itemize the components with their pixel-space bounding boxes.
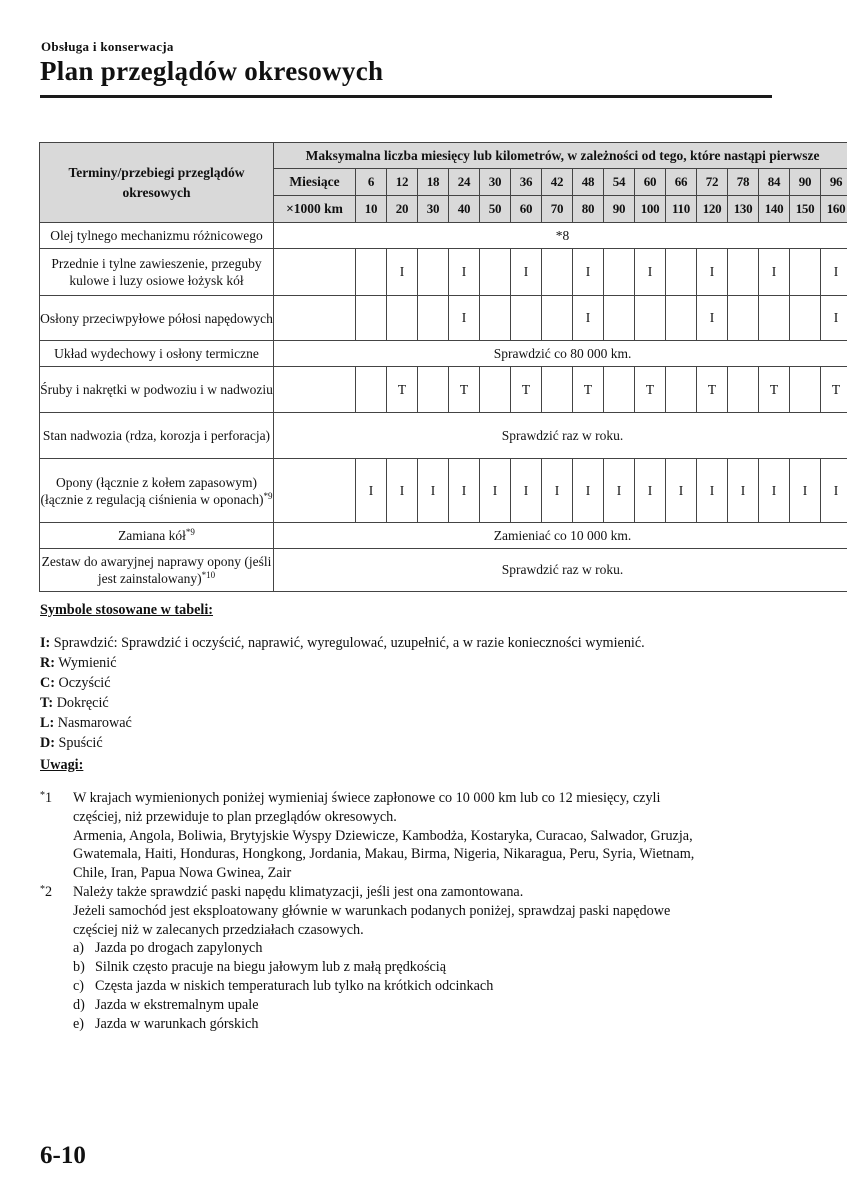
mark-cell (666, 367, 697, 413)
km-header-cell: 90 (604, 196, 635, 223)
interval-text: Sprawdzić co 80 000 km. (274, 341, 847, 367)
mark-cell: T (635, 367, 666, 413)
item-label-text: Olej tylnego mechanizmu różnicowego (50, 228, 263, 243)
item-label-text: Śruby i nakrętki w podwoziu i w nadwoziu (40, 382, 273, 397)
item-label-text: Przednie i tylne zawieszenie, przeguby kulowe i luzy osiowe łożysk kół (51, 256, 262, 288)
note-line: Jeżeli samochód jest eksploatowany głównie w warunkach podanych poniżej, sprawdzaj paski napędowe (73, 902, 671, 919)
mark-cell (418, 296, 449, 341)
footnote-ref: *9 (185, 527, 195, 537)
note-line: Należy także sprawdzić paski napędu klimatyzacji, jeśli jest ona zamontowana. (73, 883, 524, 900)
km-header-cell: 70 (542, 196, 573, 223)
km-header-cell: 20 (387, 196, 418, 223)
subitem-letter: b) (73, 959, 85, 976)
table-row (40, 341, 847, 367)
note-line: Armenia, Angola, Boliwia, Brytyjskie Wyspy Dziewicze, Kambodża, Kostaryka, Curacao, Salwador, Gruzja, (73, 827, 693, 844)
item-label-text: Stan nadwozia (rdza, korozja i perforacja) (42, 428, 271, 443)
note-line: Gwatemala, Haiti, Honduras, Hongkong, Jordania, Makau, Birma, Nigeria, Nikaragua, Peru, Syria, Wietnam, (73, 846, 695, 863)
legend-text: Nasmarować (57, 715, 132, 731)
mark-cell (666, 296, 697, 341)
mark-cell (790, 367, 821, 413)
row-item-label (40, 367, 274, 413)
title-divider (40, 95, 772, 98)
mark-cell (511, 296, 542, 341)
mark-cell: I (821, 249, 847, 296)
note-star: * (40, 790, 45, 801)
mark-cell (728, 249, 759, 296)
item-label-text: Osłony przeciwpyłowe półosi napędowych (40, 310, 273, 326)
mark-cell (418, 249, 449, 296)
mark-cell (666, 249, 697, 296)
legend-key: D: (40, 735, 55, 751)
legend (40, 600, 780, 753)
months-header-cell: 96 (821, 169, 847, 196)
mark-cell: I (449, 249, 480, 296)
legend-key: C: (40, 675, 55, 691)
legend-item (40, 633, 780, 653)
mark-cell (418, 367, 449, 413)
interval-text: *8 (274, 223, 847, 249)
row-item-label (40, 459, 274, 523)
notes-list (40, 789, 780, 1033)
page-number: 6-10 (40, 1142, 86, 1169)
subitem-letter: a) (73, 940, 85, 957)
mark-cell: I (356, 459, 387, 523)
mark-cell (480, 296, 511, 341)
months-header-cell: 60 (635, 169, 666, 196)
table-row (40, 459, 847, 523)
mark-cell: I (728, 459, 759, 523)
legend-item (40, 673, 780, 693)
mark-cell: I (573, 249, 604, 296)
km-header-cell: 30 (418, 196, 449, 223)
item-column-header: Terminy/przebiegi przeglądów okresowych (40, 143, 274, 223)
km-header-cell: 10 (356, 196, 387, 223)
mark-cell: I (573, 296, 604, 341)
months-header-cell: 6 (356, 169, 387, 196)
note-line: częściej niż w zalecanych przedziałach czasowych. (73, 921, 364, 938)
mark-cell (542, 367, 573, 413)
mark-cell: I (821, 459, 847, 523)
km-header-cell: 130 (728, 196, 759, 223)
mark-cell (542, 296, 573, 341)
item-label-text: Układ wydechowy i osłony termiczne (54, 346, 259, 361)
mark-cell (356, 296, 387, 341)
mark-cell: I (759, 249, 790, 296)
note-subitem (73, 996, 780, 1015)
legend-key: T: (40, 695, 54, 711)
km-header-cell: 50 (480, 196, 511, 223)
footnote-ref: *10 (201, 570, 216, 580)
interval-text: Sprawdzić raz w roku. (274, 413, 847, 459)
note-subitem (73, 958, 780, 977)
months-header-cell: 90 (790, 169, 821, 196)
legend-key: R: (40, 655, 55, 671)
table-row (40, 523, 847, 549)
months-header-cell: 24 (449, 169, 480, 196)
mark-cell: I (759, 459, 790, 523)
months-header-cell: 30 (480, 169, 511, 196)
note-subitem (73, 977, 780, 996)
mark-cell: I (697, 249, 728, 296)
blank-cell (274, 459, 356, 523)
table-row (40, 296, 847, 341)
months-header-cell: 48 (573, 169, 604, 196)
mark-cell: T (449, 367, 480, 413)
mark-cell (728, 296, 759, 341)
notes-heading: Uwagi: (40, 757, 84, 773)
item-label-text: Opony (łącznie z kołem zapasowym) (łącznie z regulacją ciśnienia w oponach) (40, 474, 264, 507)
note-item (40, 789, 780, 883)
mark-cell: I (387, 249, 418, 296)
table-row (40, 367, 847, 413)
km-header-cell: 80 (573, 196, 604, 223)
mark-cell (604, 249, 635, 296)
row-item-label (40, 249, 274, 296)
note-line: Chile, Iran, Papua Nowa Gwinea, Zair (73, 865, 292, 882)
mark-cell (790, 249, 821, 296)
legend-heading: Symbole stosowane w tabeli: (40, 602, 214, 618)
row-item-label (40, 523, 274, 549)
mark-cell: I (449, 459, 480, 523)
note-number: 1 (45, 790, 53, 806)
mark-cell: I (573, 459, 604, 523)
subitem-letter: e) (73, 1015, 85, 1032)
mark-cell: I (604, 459, 635, 523)
mark-cell: T (821, 367, 847, 413)
mark-cell (635, 296, 666, 341)
mark-cell (759, 296, 790, 341)
note-marker (40, 789, 52, 808)
interval-span-header: Maksymalna liczba miesięcy lub kilometrów, w zależności od tego, które nastąpi pierwsze (274, 143, 847, 169)
months-header-cell: 54 (604, 169, 635, 196)
note-number: 2 (45, 883, 53, 900)
subitem-text: Silnik często pracuje na biegu jałowym lub z małą prędkością (95, 959, 447, 976)
mark-cell (604, 296, 635, 341)
legend-item (40, 653, 780, 673)
legend-text: Oczyścić (58, 675, 111, 691)
mark-cell: I (449, 296, 480, 341)
note-marker (40, 883, 52, 902)
mark-cell (728, 367, 759, 413)
row-item-label (40, 223, 274, 249)
months-row-label: Miesiące (274, 169, 356, 196)
legend-text: Wymienić (58, 655, 117, 671)
page-title: Plan przeglądów okresowych (40, 56, 384, 86)
legend-key: L: (40, 715, 55, 731)
mark-cell: T (573, 367, 604, 413)
mark-cell (356, 367, 387, 413)
mark-cell: T (759, 367, 790, 413)
km-header-cell: 40 (449, 196, 480, 223)
blank-cell (274, 296, 356, 341)
row-item-label (40, 296, 274, 341)
mark-cell: I (511, 459, 542, 523)
subitem-text: Częsta jazda w niskich temperaturach lub tylko na krótkich odcinkach (95, 977, 494, 994)
subitem-letter: d) (73, 996, 85, 1013)
legend-text: Dokręcić (56, 695, 109, 711)
legend-item (40, 713, 780, 733)
item-label-text: Zamiana kół (118, 528, 186, 543)
legend-key: I: (40, 635, 51, 651)
note-item (40, 883, 780, 1033)
mark-cell: I (511, 249, 542, 296)
legend-text: Sprawdzić: Sprawdzić i oczyścić, naprawić, wyregulować, uzupełnić, a w razie konieczności wymienić. (53, 635, 645, 651)
mark-cell (604, 367, 635, 413)
blank-cell (274, 249, 356, 296)
mark-cell (790, 296, 821, 341)
months-header-cell: 12 (387, 169, 418, 196)
note-line: W krajach wymienionych poniżej wymieniaj świece zapłonowe co 10 000 km lub co 12 miesięcy, czyli (73, 790, 661, 806)
km-header-cell: 160 (821, 196, 847, 223)
subitem-text: Jazda w warunkach górskich (95, 1015, 259, 1032)
table-row (40, 223, 847, 249)
maintenance-schedule-table (39, 142, 847, 592)
months-header-cell: 66 (666, 169, 697, 196)
km-row-label: ×1000 km (274, 196, 356, 223)
km-header-cell: 120 (697, 196, 728, 223)
mark-cell: I (821, 296, 847, 341)
mark-cell (480, 367, 511, 413)
mark-cell: I (480, 459, 511, 523)
mark-cell: T (697, 367, 728, 413)
row-item-label (40, 549, 274, 592)
table-row (40, 413, 847, 459)
months-header-cell: 36 (511, 169, 542, 196)
interval-text: Sprawdzić raz w roku. (274, 549, 847, 592)
table-row (40, 249, 847, 296)
mark-cell: T (511, 367, 542, 413)
km-header-cell: 150 (790, 196, 821, 223)
interval-text: Zamieniać co 10 000 km. (274, 523, 847, 549)
subitem-letter: c) (73, 977, 85, 994)
km-header-cell: 60 (511, 196, 542, 223)
mark-cell (480, 249, 511, 296)
item-label-text: Zestaw do awaryjnej naprawy opony (jeśli jest zainstalowany) (41, 554, 272, 586)
blank-cell (274, 367, 356, 413)
mark-cell (542, 249, 573, 296)
row-item-label (40, 341, 274, 367)
mark-cell: I (697, 296, 728, 341)
legend-text: Spuścić (58, 735, 103, 751)
row-item-label (40, 413, 274, 459)
months-header-cell: 18 (418, 169, 449, 196)
mark-cell: I (790, 459, 821, 523)
months-header-cell: 72 (697, 169, 728, 196)
km-header-cell: 110 (666, 196, 697, 223)
legend-list (40, 633, 780, 753)
mark-cell (356, 249, 387, 296)
legend-item (40, 733, 780, 753)
mark-cell: I (418, 459, 449, 523)
note-subitem (73, 1015, 780, 1034)
months-header-cell: 42 (542, 169, 573, 196)
km-header-cell: 140 (759, 196, 790, 223)
note-subitem (73, 939, 780, 958)
note-star: * (40, 883, 45, 895)
note-line: częściej, niż przewiduje to plan przeglądów okresowych. (73, 808, 397, 825)
table-row (40, 549, 847, 592)
months-header-cell: 78 (728, 169, 759, 196)
mark-cell: I (542, 459, 573, 523)
mark-cell: I (635, 249, 666, 296)
subitem-text: Jazda po drogach zapylonych (95, 940, 263, 957)
km-header-cell: 100 (635, 196, 666, 223)
mark-cell: I (697, 459, 728, 523)
subitem-text: Jazda w ekstremalnym upale (95, 996, 259, 1013)
section-label: Obsługa i konserwacja (41, 39, 174, 54)
footnote-ref: *9 (263, 490, 273, 501)
mark-cell: I (666, 459, 697, 523)
mark-cell: I (387, 459, 418, 523)
mark-cell (387, 296, 418, 341)
legend-item (40, 693, 780, 713)
months-header-cell: 84 (759, 169, 790, 196)
mark-cell: I (635, 459, 666, 523)
mark-cell: T (387, 367, 418, 413)
